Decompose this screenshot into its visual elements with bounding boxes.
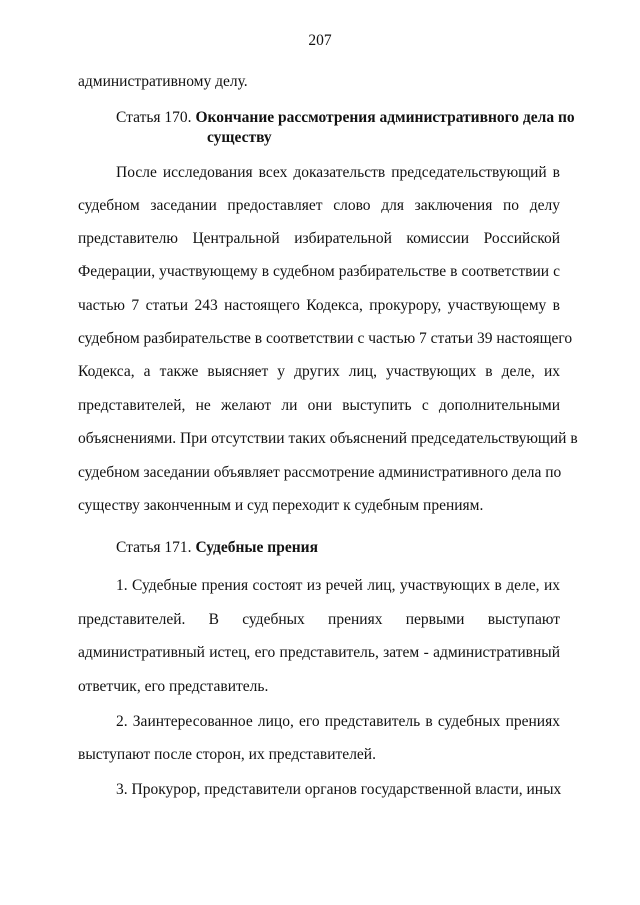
text-line: представителей. В судебных прениях первыми выступают (78, 611, 560, 628)
article-171-heading (116, 538, 560, 558)
article-170-number: Статья 170. (116, 109, 192, 126)
page-number: 207 (308, 32, 332, 49)
text-line: ответчик, его представитель. (78, 678, 269, 695)
article-170-title: Окончание рассмотрения административного дела по (195, 109, 575, 126)
text-line: Федерации, участвующему в судебном разбирательстве в соответствии с (78, 263, 560, 280)
text-line: судебном разбирательстве в соответствии с частью 7 статьи 39 настоящего (78, 330, 573, 347)
text-line: судебном заседании объявляет рассмотрение административного дела по (78, 464, 562, 481)
article-170-title-line2: существу (207, 129, 272, 146)
text-line: 2. Заинтересованное лицо, его представитель в судебных прениях (116, 713, 560, 730)
text-line: представителей, не желают ли они выступить с дополнительными (78, 397, 560, 414)
text-line: объяснениями. При отсутствии таких объяснений председательствующий в (78, 430, 578, 447)
text-line: частью 7 статьи 243 настоящего Кодекса, прокурору, участвующему в (78, 297, 560, 314)
article-171-title: Судебные прения (195, 539, 318, 556)
article-171-number: Статья 171. (116, 539, 192, 556)
text-line: представителю Центральной избирательной комиссии Российской (78, 230, 560, 247)
text-line: существу законченным и суд переходит к судебным прениям. (78, 497, 484, 514)
article-170-title-continued (207, 128, 560, 148)
text-line: административный истец, его представитель, затем - административный (78, 644, 560, 661)
text-line: административному делу. (78, 73, 248, 90)
text-line: После исследования всех доказательств председательствующий в (116, 164, 560, 181)
text-line: 1. Судебные прения состоят из речей лиц, участвующих в деле, их (116, 577, 560, 594)
text-line: судебном заседании предоставляет слово для заключения по делу (78, 197, 560, 214)
text-line: выступают после сторон, их представителей. (78, 746, 376, 763)
text-line: 3. Прокурор, представители органов государственной власти, иных (116, 781, 562, 798)
article-170-heading (116, 108, 575, 128)
text-line: Кодекса, а также выясняет у других лиц, участвующих в деле, их (78, 363, 560, 380)
